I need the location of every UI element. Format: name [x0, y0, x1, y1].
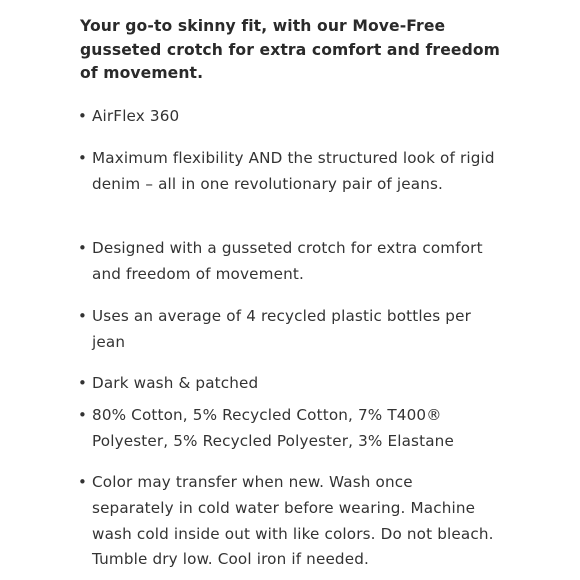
list-item [78, 470, 498, 573]
list-item-text: AirFlex 360 [92, 107, 180, 125]
bullet-icon: • [78, 307, 87, 325]
list-item-text: 80% Cotton, 5% Recycled Cotton, 7% T400® Polyester, 5% Recycled Polyester, 3% Elastane [92, 406, 454, 450]
bullet-icon: • [78, 149, 87, 167]
list-item [78, 104, 498, 130]
list-item [78, 146, 498, 198]
list-item-text: Color may transfer when new. Wash once separately in cold water before wearing. Machine wash cold inside out with like colors. Do not bleach. Tumble dry low. Cool iron if needed. [92, 473, 494, 569]
list-item-text: Uses an average of 4 recycled plastic bottles per jean [92, 307, 471, 351]
description-headline: Your go-to skinny fit, with our Move-Free gusseted crotch for extra comfort and freedom of movement. [80, 17, 500, 82]
list-item [78, 304, 498, 356]
bullet-icon: • [78, 239, 87, 257]
list-item [78, 371, 498, 397]
list-item-text: Dark wash & patched [92, 374, 259, 392]
bullet-icon: • [78, 107, 87, 125]
list-item [78, 403, 498, 455]
bullet-icon: • [78, 374, 87, 392]
list-item-text: Maximum flexibility AND the structured look of rigid denim – all in one revolutionary pair of jeans. [92, 149, 495, 193]
list-item [78, 236, 498, 288]
list-item-text: Designed with a gusseted crotch for extra comfort and freedom of movement. [92, 239, 483, 283]
bullet-icon: • [78, 473, 87, 491]
bullet-icon: • [78, 406, 87, 424]
